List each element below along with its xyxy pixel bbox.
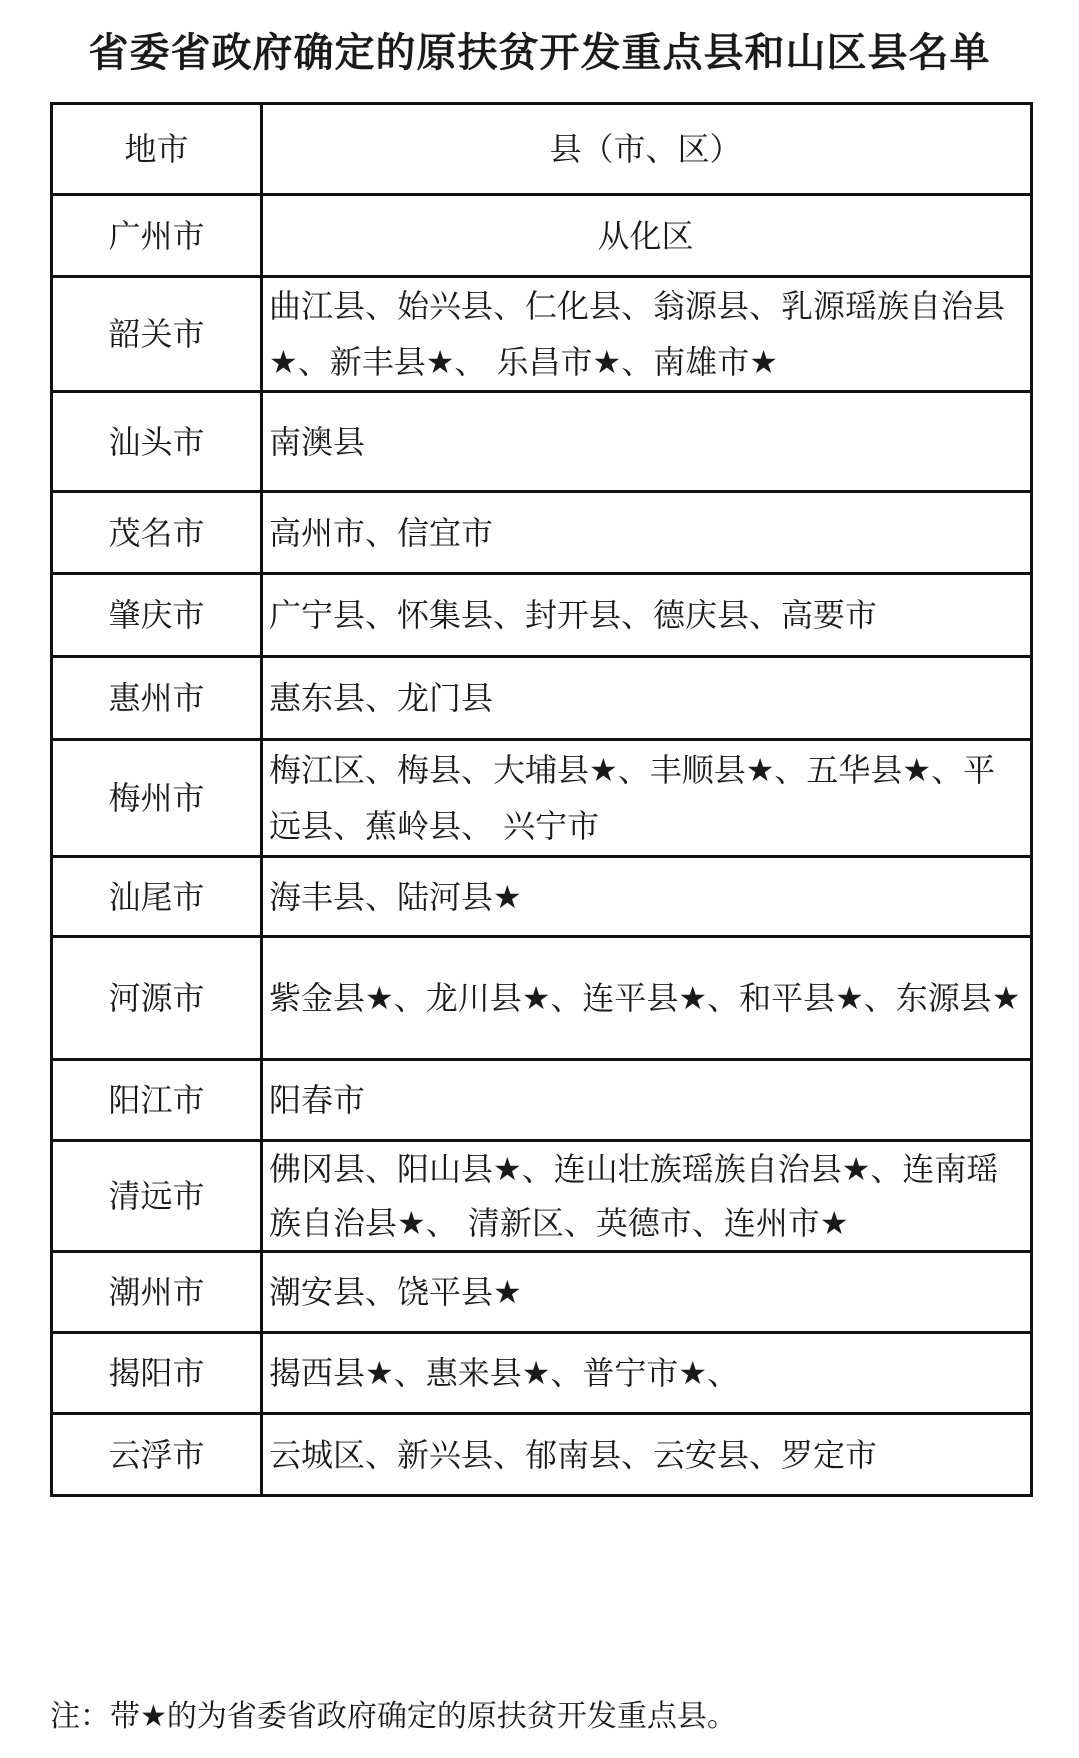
county-list: 佛冈县、阳山县★、连山壮族瑶族自治县★、连南瑶族自治县★、 清新区、英德市、连州市★ — [262, 1141, 1032, 1252]
city-name: 惠州市 — [52, 657, 262, 740]
table-row — [52, 937, 1032, 1060]
city-name: 梅州市 — [52, 740, 262, 857]
header-city: 地市 — [52, 104, 262, 195]
city-name: 云浮市 — [52, 1414, 262, 1496]
county-list: 揭西县★、惠来县★、普宁市★、 — [262, 1333, 1032, 1414]
table-row — [52, 574, 1032, 657]
city-name: 潮州市 — [52, 1252, 262, 1333]
county-list: 南澳县 — [262, 392, 1032, 492]
table-row — [52, 195, 1032, 277]
county-list-table — [50, 102, 1033, 1497]
table-row — [52, 1333, 1032, 1414]
county-list: 曲江县、始兴县、仁化县、翁源县、乳源瑶族自治县★、新丰县★、 乐昌市★、南雄市★ — [262, 277, 1032, 392]
header-counties: 县（市、区） — [262, 104, 1032, 195]
city-name: 阳江市 — [52, 1060, 262, 1141]
city-name: 茂名市 — [52, 492, 262, 574]
county-list: 从化区 — [262, 195, 1032, 277]
table-header-row — [52, 104, 1032, 195]
county-list: 海丰县、陆河县★ — [262, 857, 1032, 937]
city-name: 揭阳市 — [52, 1333, 262, 1414]
table-row — [52, 392, 1032, 492]
city-name: 清远市 — [52, 1141, 262, 1252]
table-row — [52, 492, 1032, 574]
city-name: 河源市 — [52, 937, 262, 1060]
city-name: 肇庆市 — [52, 574, 262, 657]
city-name: 韶关市 — [52, 277, 262, 392]
table-row — [52, 657, 1032, 740]
footnote: 注：带★的为省委省政府确定的原扶贫开发重点县。 — [50, 1699, 737, 1734]
county-list: 云城区、新兴县、郁南县、云安县、罗定市 — [262, 1414, 1032, 1496]
table-row — [52, 1414, 1032, 1496]
city-name: 广州市 — [52, 195, 262, 277]
table-row — [52, 1141, 1032, 1252]
county-list: 阳春市 — [262, 1060, 1032, 1141]
page-title: 省委省政府确定的原扶贫开发重点县和山区县名单 — [88, 30, 991, 76]
table-row — [52, 1060, 1032, 1141]
table-row — [52, 740, 1032, 857]
county-list: 广宁县、怀集县、封开县、德庆县、高要市 — [262, 574, 1032, 657]
county-list: 潮安县、饶平县★ — [262, 1252, 1032, 1333]
county-list: 紫金县★、龙川县★、连平县★、和平县★、东源县★ — [262, 937, 1032, 1060]
city-name: 汕头市 — [52, 392, 262, 492]
table-row — [52, 857, 1032, 937]
table-row — [52, 1252, 1032, 1333]
county-list: 惠东县、龙门县 — [262, 657, 1032, 740]
county-list: 梅江区、梅县、大埔县★、丰顺县★、五华县★、平远县、蕉岭县、 兴宁市 — [262, 740, 1032, 857]
table-row — [52, 277, 1032, 392]
city-name: 汕尾市 — [52, 857, 262, 937]
county-list: 高州市、信宜市 — [262, 492, 1032, 574]
